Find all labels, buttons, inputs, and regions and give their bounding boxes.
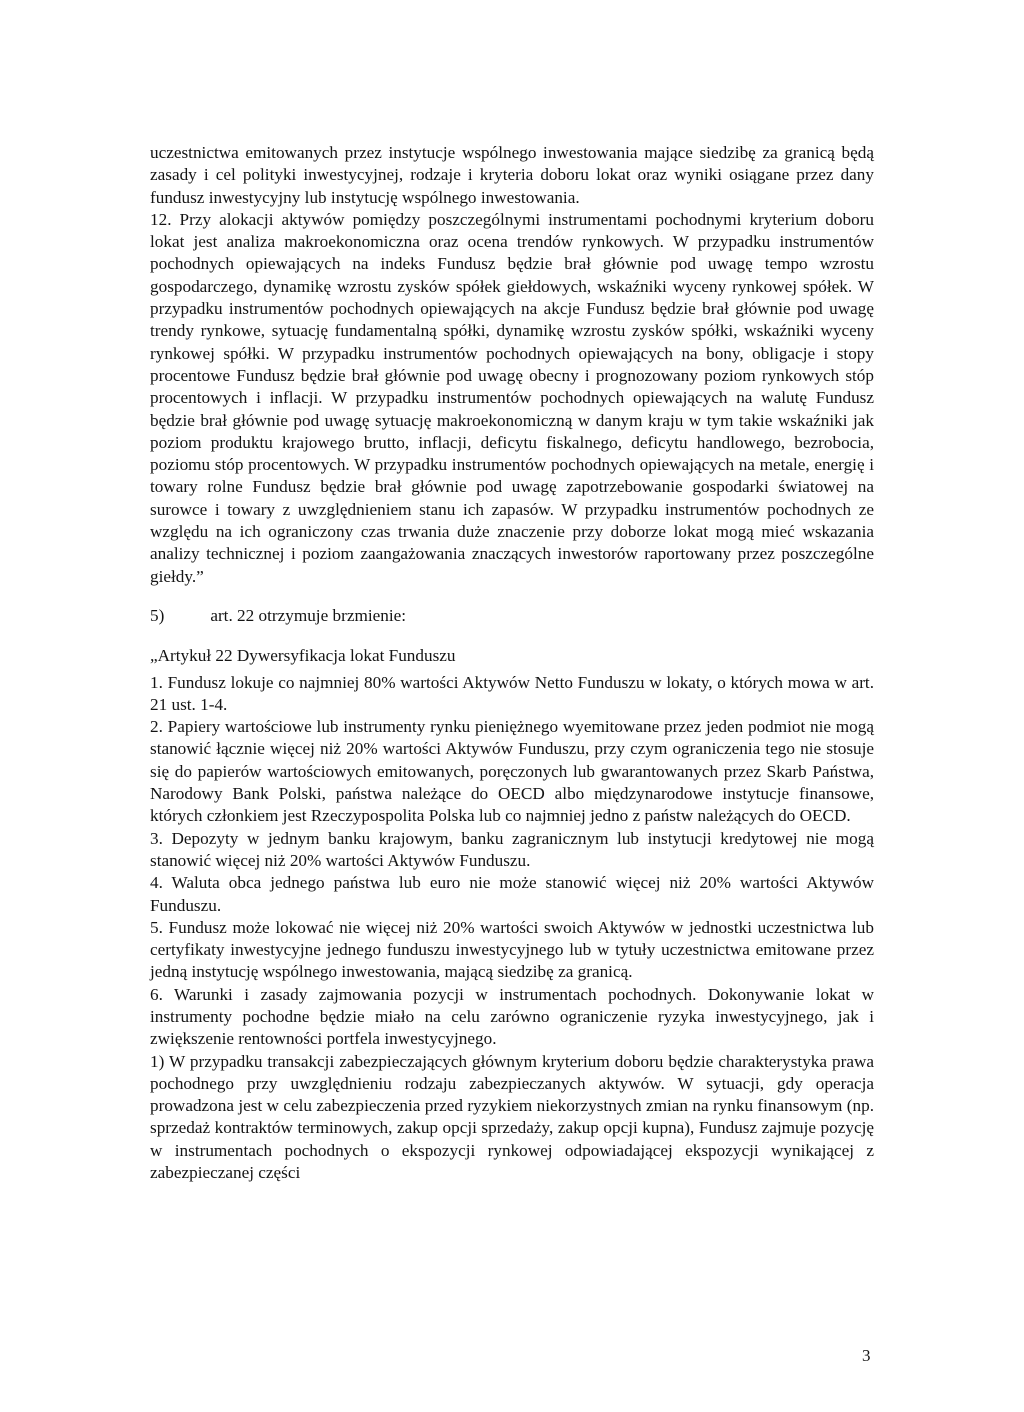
paragraph-3: 3. Depozyty w jednym banku krajowym, banku zagranicznym lub instytucji kredytowej nie mogą stanowić więcej niż 20% wartości Aktywów Funduszu. [150, 828, 874, 870]
paragraph-4: 4. Waluta obca jednego państwa lub euro nie może stanowić więcej niż 20% wartości Aktywów Funduszu. [150, 873, 874, 915]
paragraph-12: 12. Przy alokacji aktywów pomiędzy poszczególnymi instrumentami pochodnymi kryterium doboru lokat jest analiza makroekonomiczna oraz ocena trendów rynkowych. W przypadku instrumentów pochodnych opiewających na indeks Fundusz będzie brał głównie pod uwagę tempo wzrostu gospodarczego, dynamikę wzrostu zysków spółek giełdowych, wskaźniki wyceny rynkowej spółek. W przypadku instrumentów pochodnych opiewających na akcje Fundusz będzie brał głównie pod uwagę trendy rynkowe, sytuację fundamentalną spółki, dynamikę wzrostu zysków spółki, wskaźniki wyceny rynkowej spółki. W przypadku instrumentów pochodnych opiewających na bony, obligacje i stopy procentowe Fundusz będzie brał głównie pod uwagę obecny i prognozowany poziom rynkowych stóp procentowych i inflacji. W przypadku instrumentów pochodnych opiewających na walutę Fundusz będzie brał głównie pod uwagę sytuację makroekonomiczną w danym kraju w tym takie wskaźniki jak poziom produktu krajowego brutto, inflacji, deficytu fiskalnego, deficytu handlowego, bezrobocia, poziomu stóp procentowych. W przypadku instrumentów pochodnych opiewających na metale, energię i towary rolne Fundusz będzie brał głównie pod uwagę zapotrzebowanie gospodarki światowej na surowce i towary z uwzględnieniem stanu ich zapasów. W przypadku instrumentów pochodnych ze względu na ich ograniczony czas trwania duże znaczenie przy doborze lokat mogą mieć wskazania analizy technicznej i poziom zaangażowania znaczących inwestorów raportowany przez poszczególne giełdy.” [150, 209, 874, 586]
amendment-text: art. 22 otrzymuje brzmienie: [210, 605, 407, 625]
paragraph-2: 2. Papiery wartościowe lub instrumenty rynku pieniężnego wyemitowane przez jeden podmiot nie mogą stanowić łącznie więcej niż 20% wartości Aktywów Funduszu, przy czym ograniczenia tego nie stosuje się do papierów wartościowych emitowanych, poręczonych lub gwarantowanych przez Skarb Państwa, Narodowy Bank Polski, państwa należące do OECD albo międzynarodowe instytucje finansowe, których członkiem jest Rzeczypospolita Polska lub co najmniej jedno z państw należących do OECD. [150, 717, 874, 826]
article-title: „Artykuł 22 Dywersyfikacja lokat Funduszu [150, 646, 456, 666]
paragraph-intro: uczestnictwa emitowanych przez instytucje wspólnego inwestowania mające siedzibę za granicą będą zasady i cel polityki inwestycyjnej, rodzaje i kryteria doboru lokat oraz wyniki osiągane przez dany fundusz inwestycyjny lub instytucję wspólnego inwestowania. [150, 143, 874, 207]
page-body [150, 142, 874, 1184]
page-number: 3 [862, 1346, 871, 1365]
amendment-number: 5) [150, 605, 165, 625]
paragraph-6: 6. Warunki i zasady zajmowania pozycji w instrumentach pochodnych. Dokonywanie lokat w instrumenty pochodne będzie miało na celu zarówno ograniczenie ryzyka inwestycyjnego, jak i zwiększenie rentowności portfela inwestycyjnego. [150, 984, 874, 1049]
amendment-5 [150, 605, 874, 627]
paragraph-1: 1. Fundusz lokuje co najmniej 80% wartości Aktywów Netto Funduszu w lokaty, o których mowa w art. 21 ust. 1-4. [150, 672, 874, 714]
paragraph-5: 5. Fundusz może lokować nie więcej niż 20% wartości swoich Aktywów w jednostki uczestnictwa lub certyfikaty inwestycyjne jednego funduszu inwestycyjnego lub w tytuły uczestnictwa emitowane przez jedną instytucję wspólnego inwestowania, mającą siedzibę za granicą. [150, 917, 874, 982]
paragraph-6-1: 1) W przypadku transakcji zabezpieczających głównym kryterium doboru będzie charakterystyka prawa pochodnego przy uwzględnieniu rodzaju zabezpieczanych aktywów. W sytuacji, gdy operacja prowadzona jest w celu zabezpieczenia przed ryzykiem niekorzystnych zmian na rynku finansowym (np. sprzedaż kontraktów terminowych, zakup opcji sprzedaży, zakup opcji kupna), Fundusz zajmuje pozycję w instrumentach pochodnych o ekspozycji rynkowej odpowiadającej ekspozycji wynikającej z zabezpieczanej części [150, 1051, 874, 1183]
